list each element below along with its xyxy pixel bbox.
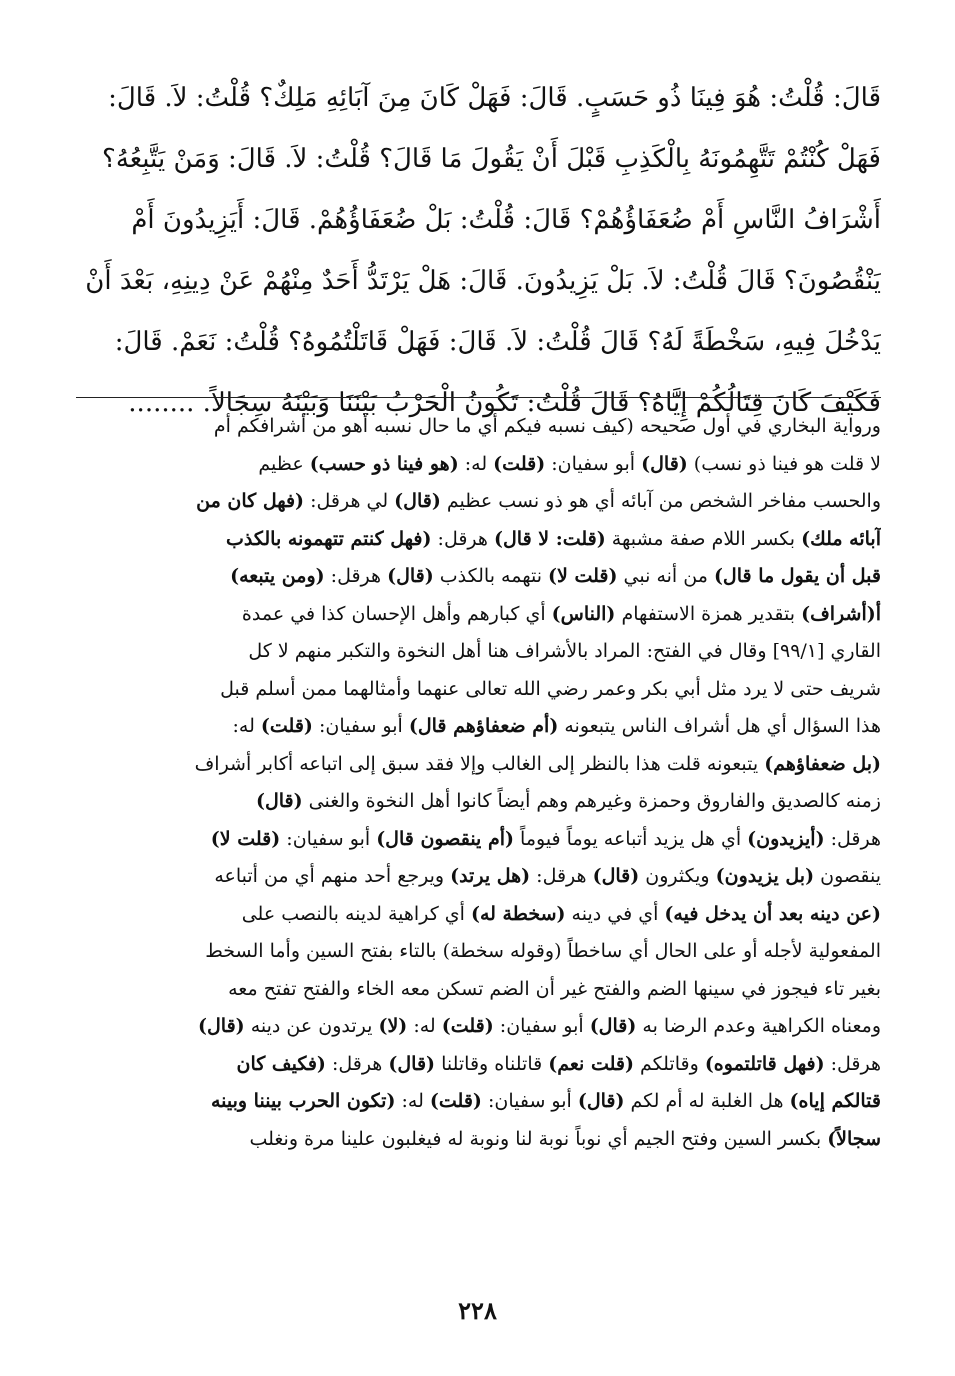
- commentary-line: [76, 821, 881, 859]
- commentary-line: [76, 446, 881, 484]
- quoted-term: (قال): [387, 565, 434, 587]
- quoted-term: (أم ضعفاؤهم قال): [408, 715, 559, 737]
- commentary-segment: يتبعونه قلت هذا بالنظر إلى الغالب وإلا فقد سبق إلى اتباعه أكابر أشراف: [194, 752, 765, 775]
- page-number: ٢٢٨: [458, 1296, 497, 1325]
- commentary-segment: زمنه كالصديق والفاروق وحمزة وغيرهم وهم أيضاً كانوا أهل النخوة والغنى: [302, 790, 881, 812]
- quoted-term: (بل يزيدون): [715, 865, 815, 887]
- hadith-line: فَكَيْفَ كَانَ قِتَالُكُمْ إِيَّاهُ؟ قَالَ قُلْتُ: تَكُونُ الْحَرْبُ بَيْنَنَا وَبَيْنَهُ سِجَالاً. ........: [128, 388, 881, 418]
- quoted-term: (عن دينه بعد أن يدخل فيه): [664, 902, 881, 925]
- commentary-line: [76, 671, 881, 709]
- quoted-term: (قلت): [493, 452, 546, 475]
- commentary-segment: هرقل:: [431, 527, 494, 550]
- commentary-segment: أي كبارهم وأهل الإحسان كذا في عمدة: [241, 602, 552, 625]
- quoted-term: (أيزيدون): [747, 827, 825, 850]
- quoted-term: (قال): [388, 1052, 436, 1075]
- quoted-term: (قلت: لا قال): [493, 527, 606, 550]
- quoted-term: (الناس): [551, 602, 616, 625]
- commentary-line: [76, 408, 881, 446]
- commentary-segment: بكسر السين وفتح الجيم أي نوباً نوبة لنا ونوبة له فيغلبون علينا مرة ونغلب: [249, 1127, 828, 1150]
- commentary-segment: وقاتلكم: [633, 1052, 705, 1075]
- quoted-term: (فهل كنتم تتهمونه بالكذب: [226, 527, 432, 550]
- commentary-line: [76, 1083, 881, 1121]
- commentary-segment: شريف حتى لا يرد مثل أبي بكر وعمر رضي الله تعالى عنهما وأمثالهما ممن أسلم قبل: [220, 677, 881, 700]
- quoted-term: (قلت): [260, 715, 313, 737]
- commentary-segment: له:: [232, 715, 261, 737]
- hadith-line: أَشْرَافُ النَّاسِ أَمْ ضُعَفَاؤُهُمْ؟ قَالَ: قُلْتُ: بَلْ ضُعَفَاؤُهُمْ. قَالَ: أَيَزِيدُونَ أَمْ: [131, 205, 881, 235]
- commentary-line: [76, 858, 881, 896]
- commentary-segment: ينقصون: [814, 865, 881, 887]
- commentary-segment: أبو سفيان:: [545, 452, 642, 475]
- commentary-line: [76, 633, 881, 671]
- quoted-term: (قال): [394, 490, 441, 512]
- quoted-term: (فكيف كان: [236, 1052, 326, 1075]
- commentary-segment: أي هل يزيد أتباعه يوماً فيوماً: [514, 827, 748, 850]
- quoted-term: (فهل كان من: [196, 490, 305, 512]
- commentary-segment: أي في دينه: [565, 902, 665, 925]
- quoted-term: قتالكم إياه): [789, 1090, 881, 1112]
- commentary-line: [76, 783, 881, 821]
- commentary-segment: أي كراهية لدينه بالنصب على: [241, 902, 471, 925]
- commentary-segment: أبو سفيان:: [312, 715, 409, 737]
- quoted-term: أ(أشراف): [801, 602, 881, 625]
- commentary-line: [76, 596, 881, 634]
- separator-rule: [76, 397, 881, 398]
- commentary-segment: لا قلت هو فينا ذو نسب): [687, 452, 881, 475]
- commentary-segment: ويكثرون: [639, 865, 716, 887]
- quoted-term: (قلت): [441, 1015, 494, 1037]
- quoted-term: (أم ينقصون قال): [376, 827, 514, 850]
- hadith-line: قَالَ: قُلْتُ: هُوَ فِينَا ذُو حَسَبٍ. قَالَ: فَهَلْ كَانَ مِنَ آبَائِهِ مَلِكٌ؟ قُلْتُ: لاَ. قَالَ:: [108, 83, 881, 113]
- hadith-line: يَدْخُلَ فِيهِ، سَخْطَةً لَهُ؟ قَالَ قُلْتُ: لاَ. قَالَ: فَهَلْ قَاتَلْتُمُوهُ؟ قُلْتُ: نَعَمْ. قَالَ:: [114, 327, 881, 357]
- quoted-term: (قال): [641, 452, 688, 475]
- hadith-line: يَنْقُصُونَ؟ قَالَ قُلْتُ: لاَ. بَلْ يَزِيدُونَ. قَالَ: هَلْ يَرْتَدُّ أَحَدٌ مِنْهُمْ عَنْ دِينِهِ، بَعْدَ أَنْ: [85, 266, 881, 296]
- quoted-term: (هو فينا ذو حسب): [309, 452, 459, 475]
- commentary-line: [76, 708, 881, 746]
- commentary-segment: هرقل:: [324, 565, 388, 587]
- commentary-segment: بكسر اللام صفة مشبهة: [605, 527, 802, 550]
- commentary-line: [76, 1008, 881, 1046]
- quoted-term: (قال): [255, 790, 303, 812]
- quoted-term: (هل يرتد): [450, 865, 531, 887]
- quoted-term: (قال): [589, 1015, 637, 1037]
- quoted-term: (سخطة له): [470, 902, 566, 925]
- quoted-term: (لا): [378, 1015, 408, 1037]
- commentary-line: [76, 971, 881, 1009]
- commentary-segment: ورواية البخاري في أول صحيحه (كيف نسبه فيكم أي ما حال نسبه أهو من أشرافكم أم: [213, 415, 881, 437]
- commentary-segment: هذا السؤال أي هل أشراف الناس يتبعونه: [558, 715, 881, 737]
- commentary-segment: المفعولية لأجله أو على الحال أي ساخطاً (وقوله سخطة) بالتاء بفتح السين وأما السخط: [205, 940, 881, 962]
- commentary-segment: القاري [٩٩/١] وقال في الفتح: المراد بالأشراف هنا أهل النخوة والتكبر منهم لا كل: [248, 640, 881, 662]
- commentary-segment: له:: [458, 452, 494, 475]
- quoted-term: قبل أن يقول ما قال): [713, 565, 881, 587]
- commentary-line: [76, 521, 881, 559]
- commentary-line: [76, 558, 881, 596]
- commentary-segment: عظيم: [258, 452, 310, 475]
- quoted-term: (قال): [198, 1015, 245, 1037]
- commentary-line: [76, 483, 881, 521]
- commentary-segment: بغير تاء فيجوز في سينها الضم والفتح غير أن الضم تسكن معه الخاء والفتح تفتح معه: [228, 977, 881, 1000]
- quoted-term: (قلت): [429, 1090, 482, 1112]
- commentary-segment: نتهمه بالكذب: [433, 565, 549, 587]
- commentary-line: [76, 746, 881, 784]
- commentary-segment: ومعناه الكراهية وعدم الرضا به: [636, 1015, 881, 1037]
- commentary-line: [76, 933, 881, 971]
- hadith-text: [76, 68, 881, 434]
- quoted-term: (ومن يتبعه): [230, 565, 325, 587]
- quoted-term: (بل ضعفاؤهم): [764, 752, 881, 775]
- quoted-term: (قلت لا): [210, 827, 281, 850]
- hadith-line: فَهَلْ كُنْتُمْ تَتَّهِمُونَهُ بِالْكَذِبِ قَبْلَ أَنْ يَقُولَ مَا قَالَ؟ قُلْتُ: لاَ. قَالَ: وَمَنْ يَتَّبِعُهُ؟: [102, 144, 881, 174]
- commentary-segment: بتقدير همزة الاستفهام: [615, 602, 802, 625]
- commentary-segment: والحسب مفاخر الشخص من آبائه أي هو ذو نسب عظيم: [440, 490, 881, 512]
- commentary-segment: ويرجع أحد منهم أي من أتباعه: [214, 865, 451, 887]
- commentary-segment: أبو سفيان:: [481, 1090, 578, 1112]
- commentary-segment: له:: [395, 1090, 430, 1112]
- quoted-term: (قال): [577, 1090, 625, 1112]
- commentary-line: [76, 1121, 881, 1159]
- commentary-segment: هرقل:: [824, 827, 881, 850]
- commentary-segment: لي هرقل:: [304, 490, 395, 512]
- commentary-segment: هرقل:: [824, 1052, 881, 1075]
- quoted-term: آبائه ملك): [801, 527, 881, 550]
- commentary-segment: قاتلناه وقاتلنا: [435, 1052, 549, 1075]
- commentary-segment: أبو سفيان:: [493, 1015, 590, 1037]
- quoted-term: (قلت نعم): [548, 1052, 634, 1075]
- quoted-term: (قلت لا): [548, 565, 618, 587]
- commentary-segment: هل الغلبة له أم لكم: [624, 1090, 790, 1112]
- commentary-segment: يرتدون عن دينه: [244, 1015, 379, 1037]
- quoted-term: (تكون الحرب بيننا وبينه: [210, 1090, 396, 1112]
- commentary-segment: أبو سفيان:: [280, 827, 377, 850]
- commentary-segment: له:: [407, 1015, 442, 1037]
- commentary-line: [76, 1046, 881, 1084]
- quoted-term: (فهل قاتلتموه): [704, 1052, 825, 1075]
- quoted-term: (قال): [592, 865, 640, 887]
- commentary-segment: هرقل:: [325, 1052, 389, 1075]
- commentary-line: [76, 896, 881, 934]
- quoted-term: سجالاً): [827, 1127, 881, 1150]
- commentary-text: [76, 408, 881, 1158]
- commentary-segment: هرقل:: [530, 865, 593, 887]
- commentary-segment: من أنه نبي: [617, 565, 714, 587]
